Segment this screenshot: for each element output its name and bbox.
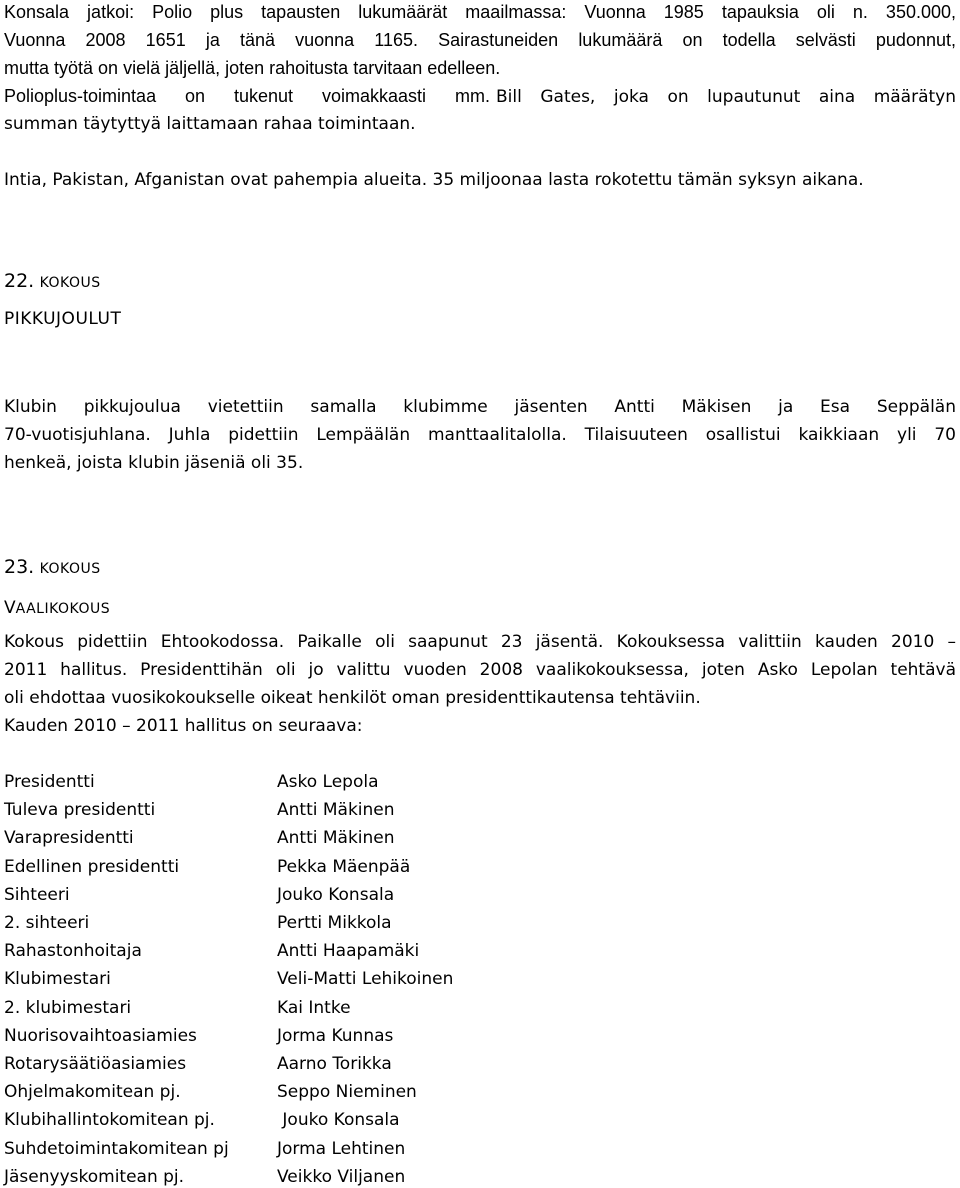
officer-role: Ohjelmakomitean pj. — [4, 1082, 181, 1102]
meeting-23-title: VAALIKOKOUS — [4, 598, 111, 618]
meeting-label: KOKOUS — [39, 561, 101, 577]
intro-line: Konsala jatkoi: Polio plus tapausten lukumäärät maailmassa: Vuonna 1985 tapauksia oli n. 350.000, — [4, 2, 956, 22]
officer-name: Kai Intke — [277, 998, 351, 1018]
meeting-22-heading — [4, 271, 101, 293]
intro-line: summan täytyttyä laittamaan rahaa toimintaan. — [4, 114, 416, 134]
officer-role: Rotarysäätiöasiamies — [4, 1054, 187, 1074]
meeting-22-text: Klubin pikkujoulua vietettiin samalla klubimme jäsenten Antti Mäkisen ja Esa Seppälän — [4, 397, 956, 417]
officer-role: Tuleva presidentti — [4, 800, 156, 820]
meeting-label: KOKOUS — [39, 275, 101, 291]
officer-role: Presidentti — [4, 772, 95, 792]
officer-name: Pertti Mikkola — [277, 913, 392, 933]
intro-line-mixed — [4, 86, 956, 107]
intro-line: Vuonna 2008 1651 ja tänä vuonna 1165. Sairastuneiden lukumäärä on todella selvästi pudonnut, — [4, 30, 956, 50]
meeting-22-text: henkeä, joista klubin jäseniä oli 35. — [4, 453, 304, 473]
meeting-22-title: PIKKUJOULUT — [4, 309, 122, 329]
officer-name: Veikko Viljanen — [277, 1167, 406, 1187]
officer-name: Seppo Nieminen — [277, 1082, 417, 1102]
meeting-23-text: 2011 hallitus. Presidenttihän oli jo valittu vuoden 2008 vaalikokouksessa, joten Asko Lepolan tehtävä — [4, 660, 956, 680]
officer-role: Edellinen presidentti — [4, 857, 180, 877]
officer-name: Jorma Lehtinen — [277, 1139, 406, 1159]
meeting-23-text: oli ehdottaa vuosikokoukselle oikeat henkilöt oman presidenttikautensa tehtäviin. — [4, 688, 701, 708]
meeting-number: 22. — [4, 270, 35, 292]
officer-name: Aarno Torikka — [277, 1054, 392, 1074]
intro-gates-text: Bill Gates, joka on lupautunut aina määrätyn — [496, 87, 956, 107]
officer-role: Klubimestari — [4, 969, 111, 989]
officer-name: Antti Mäkinen — [277, 828, 395, 848]
officer-name: Jorma Kunnas — [277, 1026, 394, 1046]
intro-line: mutta työtä on vielä jäljellä, joten rahoitusta tarvitaan edelleen. — [4, 58, 501, 78]
officer-name: Pekka Mäenpää — [277, 857, 411, 877]
officer-role: Suhdetoimintakomitean pj — [4, 1139, 229, 1159]
officer-name: Jouko Konsala — [277, 885, 395, 905]
officer-name: Antti Mäkinen — [277, 800, 395, 820]
meeting-22-text: 70-vuotisjuhlana. Juhla pidettiin Lempäälän manttaalitalolla. Tilaisuuteen osallistui kaikkiaan yli 70 — [4, 425, 956, 445]
officer-name: Jouko Konsala — [277, 1110, 400, 1130]
meeting-23-heading — [4, 557, 101, 579]
meeting-number: 23. — [4, 556, 35, 578]
officer-role: Rahastonhoitaja — [4, 941, 142, 961]
officer-role: Jäsenyyskomitean pj. — [4, 1167, 185, 1187]
intro-line: Intia, Pakistan, Afganistan ovat pahempia alueita. 35 miljoonaa lasta rokotettu tämän syksyn aikana. — [4, 170, 864, 190]
officer-role: Nuorisovaihtoasiamies — [4, 1026, 197, 1046]
officer-role: Varapresidentti — [4, 828, 134, 848]
officer-name: Antti Haapamäki — [277, 941, 420, 961]
meeting-23-text: Kauden 2010 – 2011 hallitus on seuraava: — [4, 716, 363, 736]
officer-role: 2. klubimestari — [4, 998, 132, 1018]
officer-role: 2. sihteeri — [4, 913, 90, 933]
officer-role: Sihteeri — [4, 885, 70, 905]
meeting-23-text: Kokous pidettiin Ehtookodossa. Paikalle oli saapunut 23 jäsentä. Kokouksessa valittiin kauden 2010 – — [4, 632, 956, 652]
officer-name: Asko Lepola — [277, 772, 379, 792]
officer-role: Klubihallintokomitean pj. — [4, 1110, 215, 1130]
officer-name: Veli-Matti Lehikoinen — [277, 969, 454, 989]
intro-polioplus-text: Polioplus-toimintaa on tukenut voimakkaasti mm. — [4, 86, 490, 106]
